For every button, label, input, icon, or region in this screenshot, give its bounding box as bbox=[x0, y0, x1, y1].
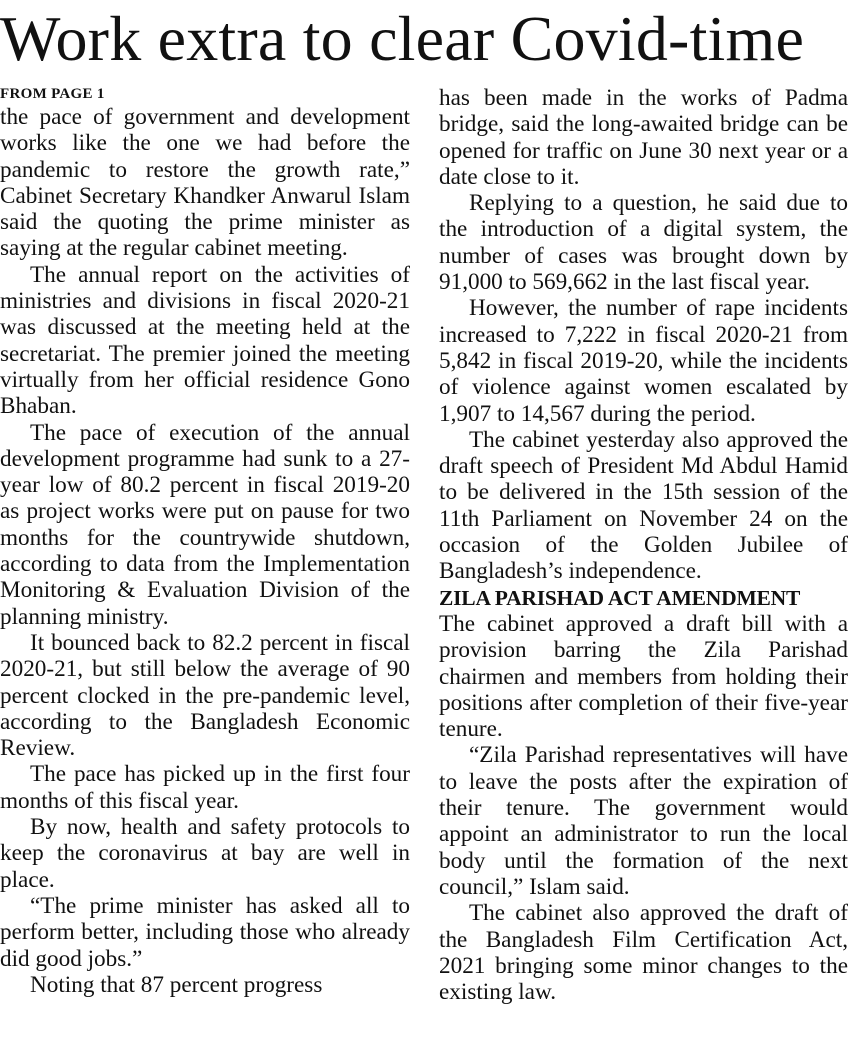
section-subhead: ZILA PARISHAD ACT AMENDMENT bbox=[439, 585, 801, 610]
paragraph: It bounced back to 82.2 percent in fiscal 2020-21, but still below the average of 90 percent clocked in the pre-pandemic level, according to the Bangladesh Economic Review. bbox=[0, 629, 410, 762]
paragraph: The pace has picked up in the first four months of this fiscal year. bbox=[0, 761, 410, 814]
paragraph: The cabinet yesterday also approved the draft speech of President Md Abdul Hamid to be delivered in the 15th session of the 11th Parliament on November 24 on the occasion of the Golden Jubilee of Bangladesh’s independence. bbox=[439, 426, 848, 585]
paragraph: has been made in the works of Padma bridge, said the long-awaited bridge can be opened for traffic on June 30 next year or a date close to it. bbox=[439, 85, 848, 190]
article-column-right bbox=[439, 85, 848, 1005]
paragraph: the pace of government and development works like the one we had before the pandemic to restore the growth rate,” Cabinet Secretary Khandker Anwarul Islam said the quoting the prime minister as saying at the regular cabinet meeting. bbox=[0, 104, 410, 262]
paragraph: The cabinet also approved the draft of the Bangladesh Film Certification Act, 2021 bringing some minor changes to the existing law. bbox=[439, 900, 848, 1006]
paragraph: The annual report on the activities of ministries and divisions in fiscal 2020-21 was discussed at the meeting held at the secretariat. The premier joined the meeting virtually from her official residence Gono Bhaban. bbox=[0, 261, 410, 420]
paragraph: Noting that 87 percent progress bbox=[30, 971, 323, 998]
paragraph: The pace of execution of the annual development programme had sunk to a 27-year low of 80.2 percent in fiscal 2019-20 as project works were put on pause for two months for the countrywide shutdown, according to data from the Implementation Monitoring & Evaluation Division of the planning ministry. bbox=[0, 419, 410, 630]
article-column-left bbox=[0, 84, 410, 998]
continuation-kicker: FROM PAGE 1 bbox=[0, 86, 105, 102]
paragraph: “The prime minister has asked all to perform better, including those who already did good jobs.” bbox=[0, 892, 410, 972]
paragraph: “Zila Parishad representatives will have to leave the posts after the expiration of their tenure. The government would appoint an administrator to run the local body until the formation of the next council,” Islam said. bbox=[439, 742, 848, 900]
headline: Work extra to clear Covid-time bbox=[0, 3, 805, 74]
paragraph: The cabinet approved a draft bill with a provision barring the Zila Parishad chairmen and members from holding their positions after completion of their five-year tenure. bbox=[439, 610, 848, 743]
paragraph: Replying to a question, he said due to the introduction of a digital system, the number of cases was brought down by 91,000 to 569,662 in the last fiscal year. bbox=[439, 190, 848, 296]
paragraph: By now, health and safety protocols to keep the coronavirus at bay are well in place. bbox=[0, 814, 410, 893]
paragraph: However, the number of rape incidents increased to 7,222 in fiscal 2020-21 from 5,842 in fiscal 2019-20, while the incidents of violence against women escalated by 1,907 to 14,567 during the period. bbox=[439, 295, 848, 427]
